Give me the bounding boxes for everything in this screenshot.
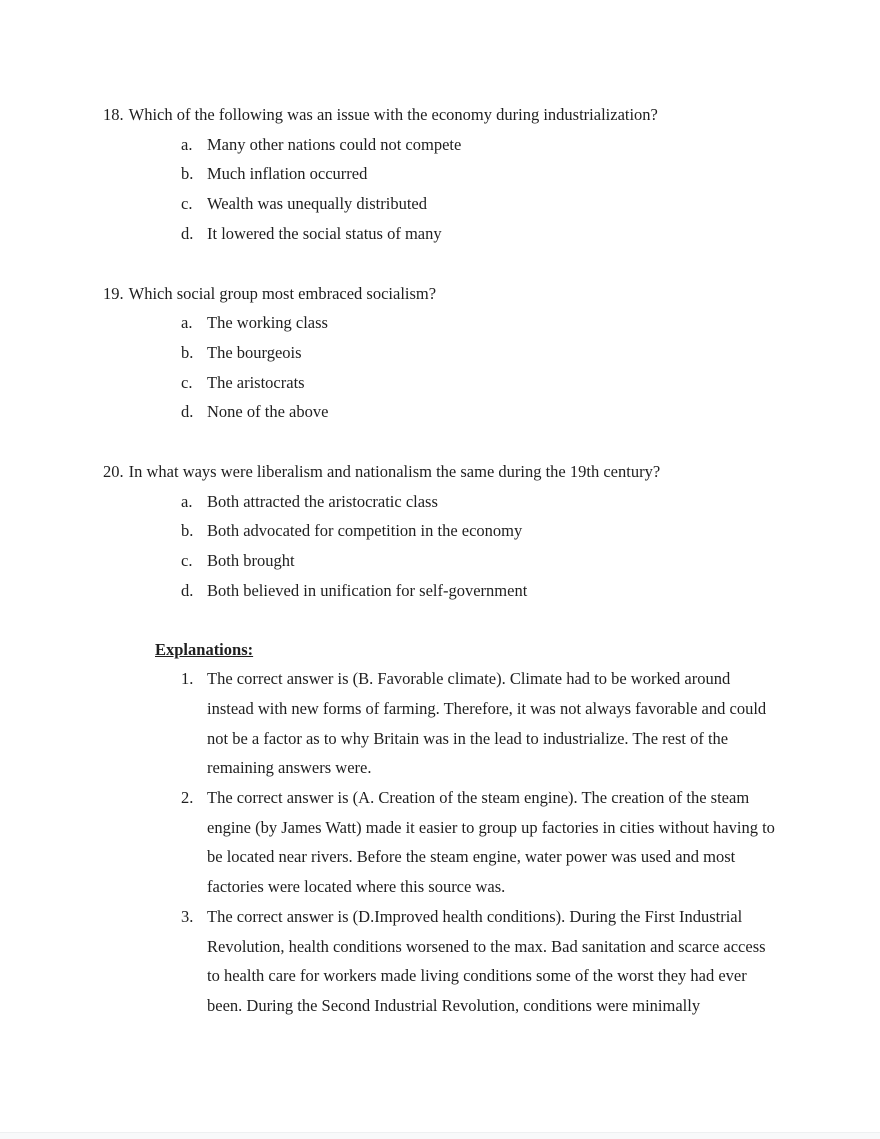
option-text: None of the above	[207, 402, 329, 422]
option-text: The aristocrats	[207, 372, 305, 392]
question-body: In what ways were liberalism and nationalism the same during the 19th century?	[128, 462, 661, 482]
option-letter: a.	[181, 313, 193, 333]
option-text: Both brought	[207, 551, 295, 571]
option-letter: d.	[181, 223, 194, 243]
option-text: Both attracted the aristocratic class	[207, 491, 438, 511]
option-c	[181, 546, 880, 576]
option-text: Both believed in unification for self-government	[207, 580, 528, 600]
option-b	[181, 159, 880, 189]
question-number: 19.	[103, 283, 124, 303]
options-list	[181, 308, 880, 427]
option-letter: c.	[181, 372, 193, 392]
option-a	[181, 308, 880, 338]
option-text: Much inflation occurred	[207, 164, 368, 184]
options-list	[181, 130, 880, 249]
question-number: 20.	[103, 462, 124, 482]
question-18	[103, 100, 880, 249]
option-letter: c.	[181, 194, 193, 214]
explanations-heading: Explanations:	[155, 639, 254, 659]
option-c	[181, 368, 880, 398]
question-text	[103, 100, 880, 130]
explanation-item-3	[181, 902, 880, 1021]
question-20	[103, 457, 880, 606]
option-text: Wealth was unequally distributed	[207, 194, 427, 214]
explanations-list	[181, 664, 880, 1020]
option-letter: b.	[181, 521, 194, 541]
option-text: Both advocated for competition in the economy	[207, 521, 523, 541]
question-19	[103, 279, 880, 428]
option-d	[181, 397, 880, 427]
question-text	[103, 279, 880, 309]
options-list	[181, 487, 880, 606]
explanation-text: The correct answer is (B. Favorable climate). Climate had to be worked around instead with new forms of farming. Therefore, it was not always favorable and could not be a factor as to why Britain was in the lead to industrialize. The rest of the remaining answers were.	[207, 669, 767, 778]
option-d	[181, 219, 880, 249]
option-letter: b.	[181, 164, 194, 184]
option-text: The working class	[207, 313, 328, 333]
explanation-number: 2.	[181, 788, 194, 808]
option-c	[181, 189, 880, 219]
explanations-section	[155, 635, 880, 1021]
question-text	[103, 457, 880, 487]
page-boundary-divider	[0, 1132, 880, 1139]
option-b	[181, 338, 880, 368]
option-letter: d.	[181, 402, 194, 422]
explanation-number: 1.	[181, 669, 194, 689]
option-letter: c.	[181, 551, 193, 571]
option-b	[181, 516, 880, 546]
option-a	[181, 130, 880, 160]
question-body: Which of the following was an issue with the economy during industrialization?	[128, 105, 658, 124]
option-letter: a.	[181, 491, 193, 511]
option-text: Many other nations could not compete	[207, 134, 462, 154]
question-number: 18.	[103, 105, 124, 124]
option-d	[181, 576, 880, 606]
option-letter: b.	[181, 342, 194, 362]
option-text: The bourgeois	[207, 342, 302, 362]
option-letter: d.	[181, 580, 194, 600]
option-letter: a.	[181, 134, 193, 154]
option-text: It lowered the social status of many	[207, 223, 442, 243]
explanation-number: 3.	[181, 906, 194, 926]
explanation-item-1	[181, 664, 880, 783]
option-a	[181, 487, 880, 517]
question-body: Which social group most embraced socialism?	[128, 283, 437, 303]
explanation-text: The correct answer is (D.Improved health conditions). During the First Industrial Revolution, health conditions worsened to the max. Bad sanitation and scarce access to health care for workers made living conditions some of the worst they had ever been. During the Second Industrial Revolution, conditions were minimally	[207, 906, 766, 1015]
explanation-text: The correct answer is (A. Creation of the steam engine). The creation of the steam engine (by James Watt) made it easier to group up factories in cities without having to be located near rivers. Before the steam engine, water power was used and most factories were located where this source was.	[207, 788, 775, 897]
explanation-item-2	[181, 783, 880, 902]
